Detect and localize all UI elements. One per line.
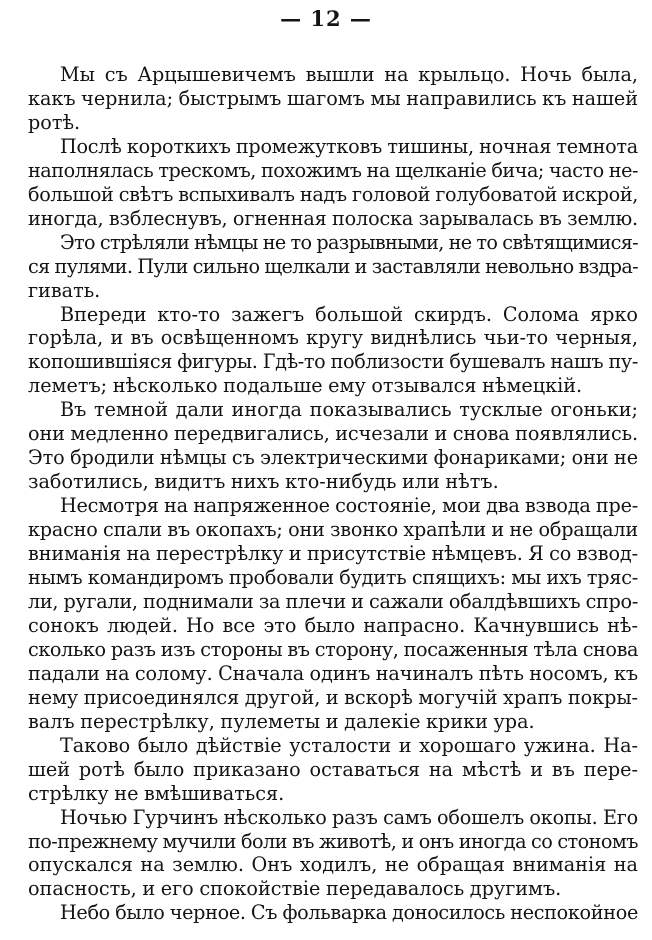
page-number: — 12 —	[280, 6, 372, 31]
paragraph	[28, 135, 638, 231]
text-line: Небо было черное. Съ фольварка доносилось неспокойное	[60, 901, 638, 925]
text-line: ли, ругали, поднимали за плечи и сажали обалдѣвшихъ спро-	[28, 589, 639, 613]
text-line: сонокъ людей. Но все это было напрасно. Качнувшись нѣ-	[28, 613, 638, 637]
text-line: опускался на землю. Онъ ходилъ, не обращая вниманія на	[28, 853, 638, 877]
text-line: вниманія на перестрѣлку и присутствіе нѣмцевъ. Я со взвод-	[28, 542, 638, 566]
text-line: Это стрѣляли нѣмцы не то разрывными, не то свѣтящимися-	[60, 230, 638, 254]
text-line: ротѣ.	[28, 110, 81, 134]
text-line: ся пулями. Пули сильно щелкали и заставляли невольно вздра-	[28, 254, 638, 278]
text-line: заботились, видитъ нихъ кто-нибудь или нѣтъ.	[28, 470, 499, 494]
text-line: валъ перестрѣлку, пулеметы и далекіе крики ура.	[28, 709, 535, 733]
paragraph	[28, 398, 638, 494]
text-line: Несмотря на напряженное состояніе, мои два взвода пре-	[60, 494, 638, 518]
paragraph	[28, 734, 638, 806]
text-line: Мы съ Арцышевичемъ вышли на крыльцо. Ночь была,	[60, 63, 638, 86]
text-line: иногда, взблеснувъ, огненная полоска зарывалась въ землю.	[28, 206, 638, 230]
text-line: какъ чернила; быстрымъ шагомъ мы направились къ нашей	[28, 86, 639, 110]
text-line: стрѣлку не вмѣшиваться.	[28, 781, 285, 805]
text-line: по-прежнему мучили боли въ животѣ, и онъ иногда со стономъ	[28, 829, 638, 853]
text-line: красно спали въ окопахъ; они звонко храпѣли и не обращали	[28, 518, 638, 542]
text-line: сколько разъ изъ стороны въ сторону, посаженныя тѣла снова	[28, 637, 638, 661]
text-line: Таково было дѣйствіе усталости и хорошаго ужина. На-	[60, 733, 638, 757]
text-line: Это бродили нѣмцы съ электрическими фонариками; они не	[28, 446, 638, 470]
text-line: наполнялась трескомъ, похожимъ на щелканіе бича; часто не-	[28, 158, 638, 182]
text-line: большой свѣтъ вспыхивалъ надъ головой голубоватой искрой,	[28, 182, 639, 206]
text-line: они медленно передвигались, исчезали и снова появлялись.	[28, 422, 639, 446]
text-line: опасность, и его спокойствіе передавалось другимъ.	[28, 877, 562, 901]
paragraph	[28, 63, 638, 135]
text-line: гивать.	[28, 278, 101, 302]
paragraph	[28, 231, 638, 303]
paragraph	[28, 806, 638, 902]
text-line: падали на солому. Сначала одинъ начиналъ пѣть носомъ, къ	[28, 661, 638, 685]
text-line: Послѣ короткихъ промежутковъ тишины, ночная темнота	[60, 134, 638, 158]
text-line: Впереди кто-то зажегъ большой скирдъ. Солома ярко	[60, 302, 638, 326]
text-line: нымъ командиромъ пробовали будить спящихъ: мы ихъ тряс-	[28, 566, 639, 590]
text-line: Ночью Гурчинъ нѣсколько разъ самъ обошелъ окопы. Его	[60, 805, 638, 829]
body-text	[28, 63, 638, 925]
paragraph	[28, 303, 638, 399]
text-line: шей ротѣ было приказано оставаться на мѣстѣ и въ пере-	[28, 757, 638, 781]
paragraph	[28, 901, 638, 925]
text-line: горѣла, и въ освѣщенномъ кругу виднѣлись чьи-то черныя,	[28, 326, 638, 350]
paragraph	[28, 494, 638, 734]
text-line: Въ темной дали иногда показывались тусклые огоньки;	[60, 398, 638, 422]
text-line: леметъ; нѣсколько подальше ему отзывался нѣмецкій.	[28, 374, 583, 398]
text-line: нему присоединялся другой, и вскорѣ могучій храпъ покры-	[28, 685, 638, 709]
text-line: копошившіяся фигуры. Гдѣ-то поблизости бушевалъ нашъ пу-	[28, 350, 638, 374]
